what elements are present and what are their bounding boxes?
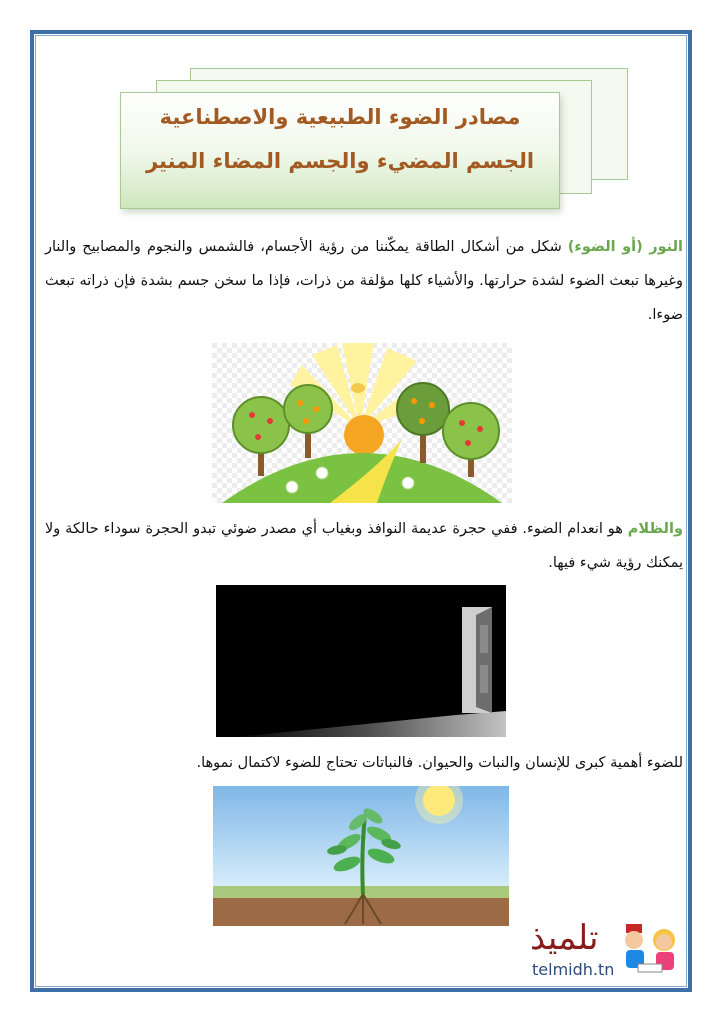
title-banner xyxy=(120,92,560,209)
bee xyxy=(351,383,365,393)
light-definition: شكل من أشكال الطاقة يمكّننا من رؤية الأجسام، فالشمس والنجوم والمصابيح والنار وغيرها تبعث الضوء لشدة حرارتها. والأشياء كلها مؤلفة من ذرات، فإذا ما سخن جسم بشدة فإن ذراته تبعث ضوءا. xyxy=(45,239,683,323)
page-subtitle: الجسم المضيء والجسم المضاء المنير xyxy=(145,149,535,173)
term-darkness: والظلام xyxy=(627,521,683,537)
logo-latin: telmidh.tn xyxy=(532,960,615,979)
door-panel xyxy=(476,607,492,713)
page-title: مصادر الضوء الطبيعية والاصطناعية xyxy=(159,105,521,129)
sun xyxy=(344,415,384,455)
paragraph-importance xyxy=(45,746,683,782)
dark-room-photo xyxy=(216,585,506,737)
landscape-illustration xyxy=(212,343,512,503)
logo-arabic: تلميذ xyxy=(530,918,599,958)
paragraph-darkness xyxy=(45,512,683,584)
paragraph-light xyxy=(45,230,683,340)
logo-children-icon xyxy=(620,920,684,978)
term-light: النور (أو الضوء) xyxy=(567,239,684,255)
importance-text: للضوء أهمية كبرى للإنسان والنبات والحيوان. فالنباتات تحتاج للضوء لاكتمال نموها. xyxy=(196,755,683,771)
plant-growth-illustration xyxy=(213,786,509,926)
darkness-definition: هو انعدام الضوء. ففي حجرة عديمة النوافذ وبغياب أي مصدر ضوئي تبدو الحجرة سوداء حالكة ولا يمكنك رؤية شيء فيها. xyxy=(45,521,683,571)
